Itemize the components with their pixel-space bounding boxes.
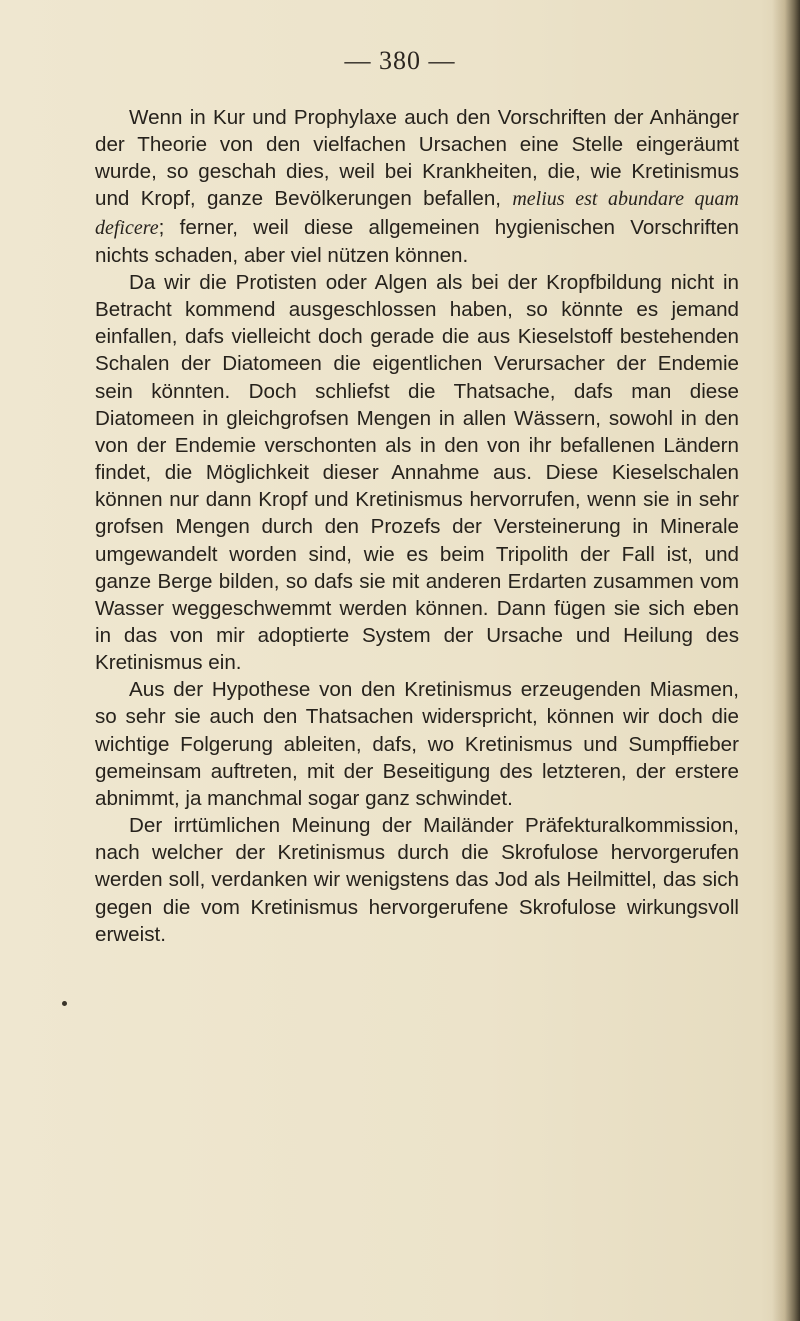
paragraph-4: Der irrtümlichen Meinung der Mailänder Präfekturalkommission, nach welcher der Kretinismus durch die Skrofulose hervorgerufen werden soll, verdanken wir wenigstens das Jod als Heilmittel, das sich gegen die vom Kretinismus hervorgerufene Skrofulose wirkungsvoll erweist. (95, 814, 739, 946)
ink-speck (62, 1001, 67, 1006)
paragraph-2: Da wir die Protisten oder Algen als bei der Kropfbildung nicht in Betracht kommend ausgeschlossen haben, so könnte es jemand einfallen, dafs vielleicht doch gerade die aus Kieselstoff bestehenden Schalen der Diatomeen die eigentlichen Verursacher der Endemie sein könnten. Doch schliefst die Thatsache, dafs man diese Diatomeen in gleichgrofsen Mengen in allen Wässern, sowohl in den von der Endemie verschonten als in den von ihr befallenen Ländern findet, die Möglichkeit dieser Annahme aus. Diese Kieselschalen können nur dann Kropf und Kretinismus hervorrufen, wenn sie in sehr grofsen Mengen durch den Prozefs der Versteinerung in Minerale umgewandelt worden sind, wie es beim Tripolith der Fall ist, und ganze Berge bilden, so dafs sie mit anderen Erdarten zusammen vom Wasser weggeschwemmt werden können. Dann fügen sie sich eben in das von mir adoptierte System der Ursache und Heilung des Kretinismus ein. (95, 270, 739, 675)
paragraph-3: Aus der Hypothese von den Kretinismus erzeugenden Miasmen, so sehr sie auch den Thatsachen widerspricht, können wir doch die wichtige Folgerung ableiten, dafs, wo Kretinismus und Sumpffieber gemeinsam auftreten, mit der Beseitigung des letzteren, der erstere abnimmt, ja manchmal sogar ganz schwindet. (95, 678, 739, 810)
latin-quote: melius est abundare quam deficere (95, 188, 739, 239)
body-text (95, 104, 739, 948)
page-edge-shadow (772, 0, 800, 1321)
page-number: — 380 — (344, 46, 456, 75)
paragraph-1-text-a: Wenn in Kur und Prophylaxe auch den Vorschriften der Anhänger der Theorie von den vielfachen Ursachen eine Stelle eingeräumt wurde, so geschah dies, weil bei Krankheiten, die, wie Kretinismus und Kropf, ganze Bevölkerungen befallen, (95, 106, 739, 211)
paragraph-1-text-b: ; ferner, weil diese allgemeinen hygienischen Vorschriften nichts schaden, aber viel nützen können. (95, 215, 739, 267)
paragraph-1 (95, 104, 739, 269)
